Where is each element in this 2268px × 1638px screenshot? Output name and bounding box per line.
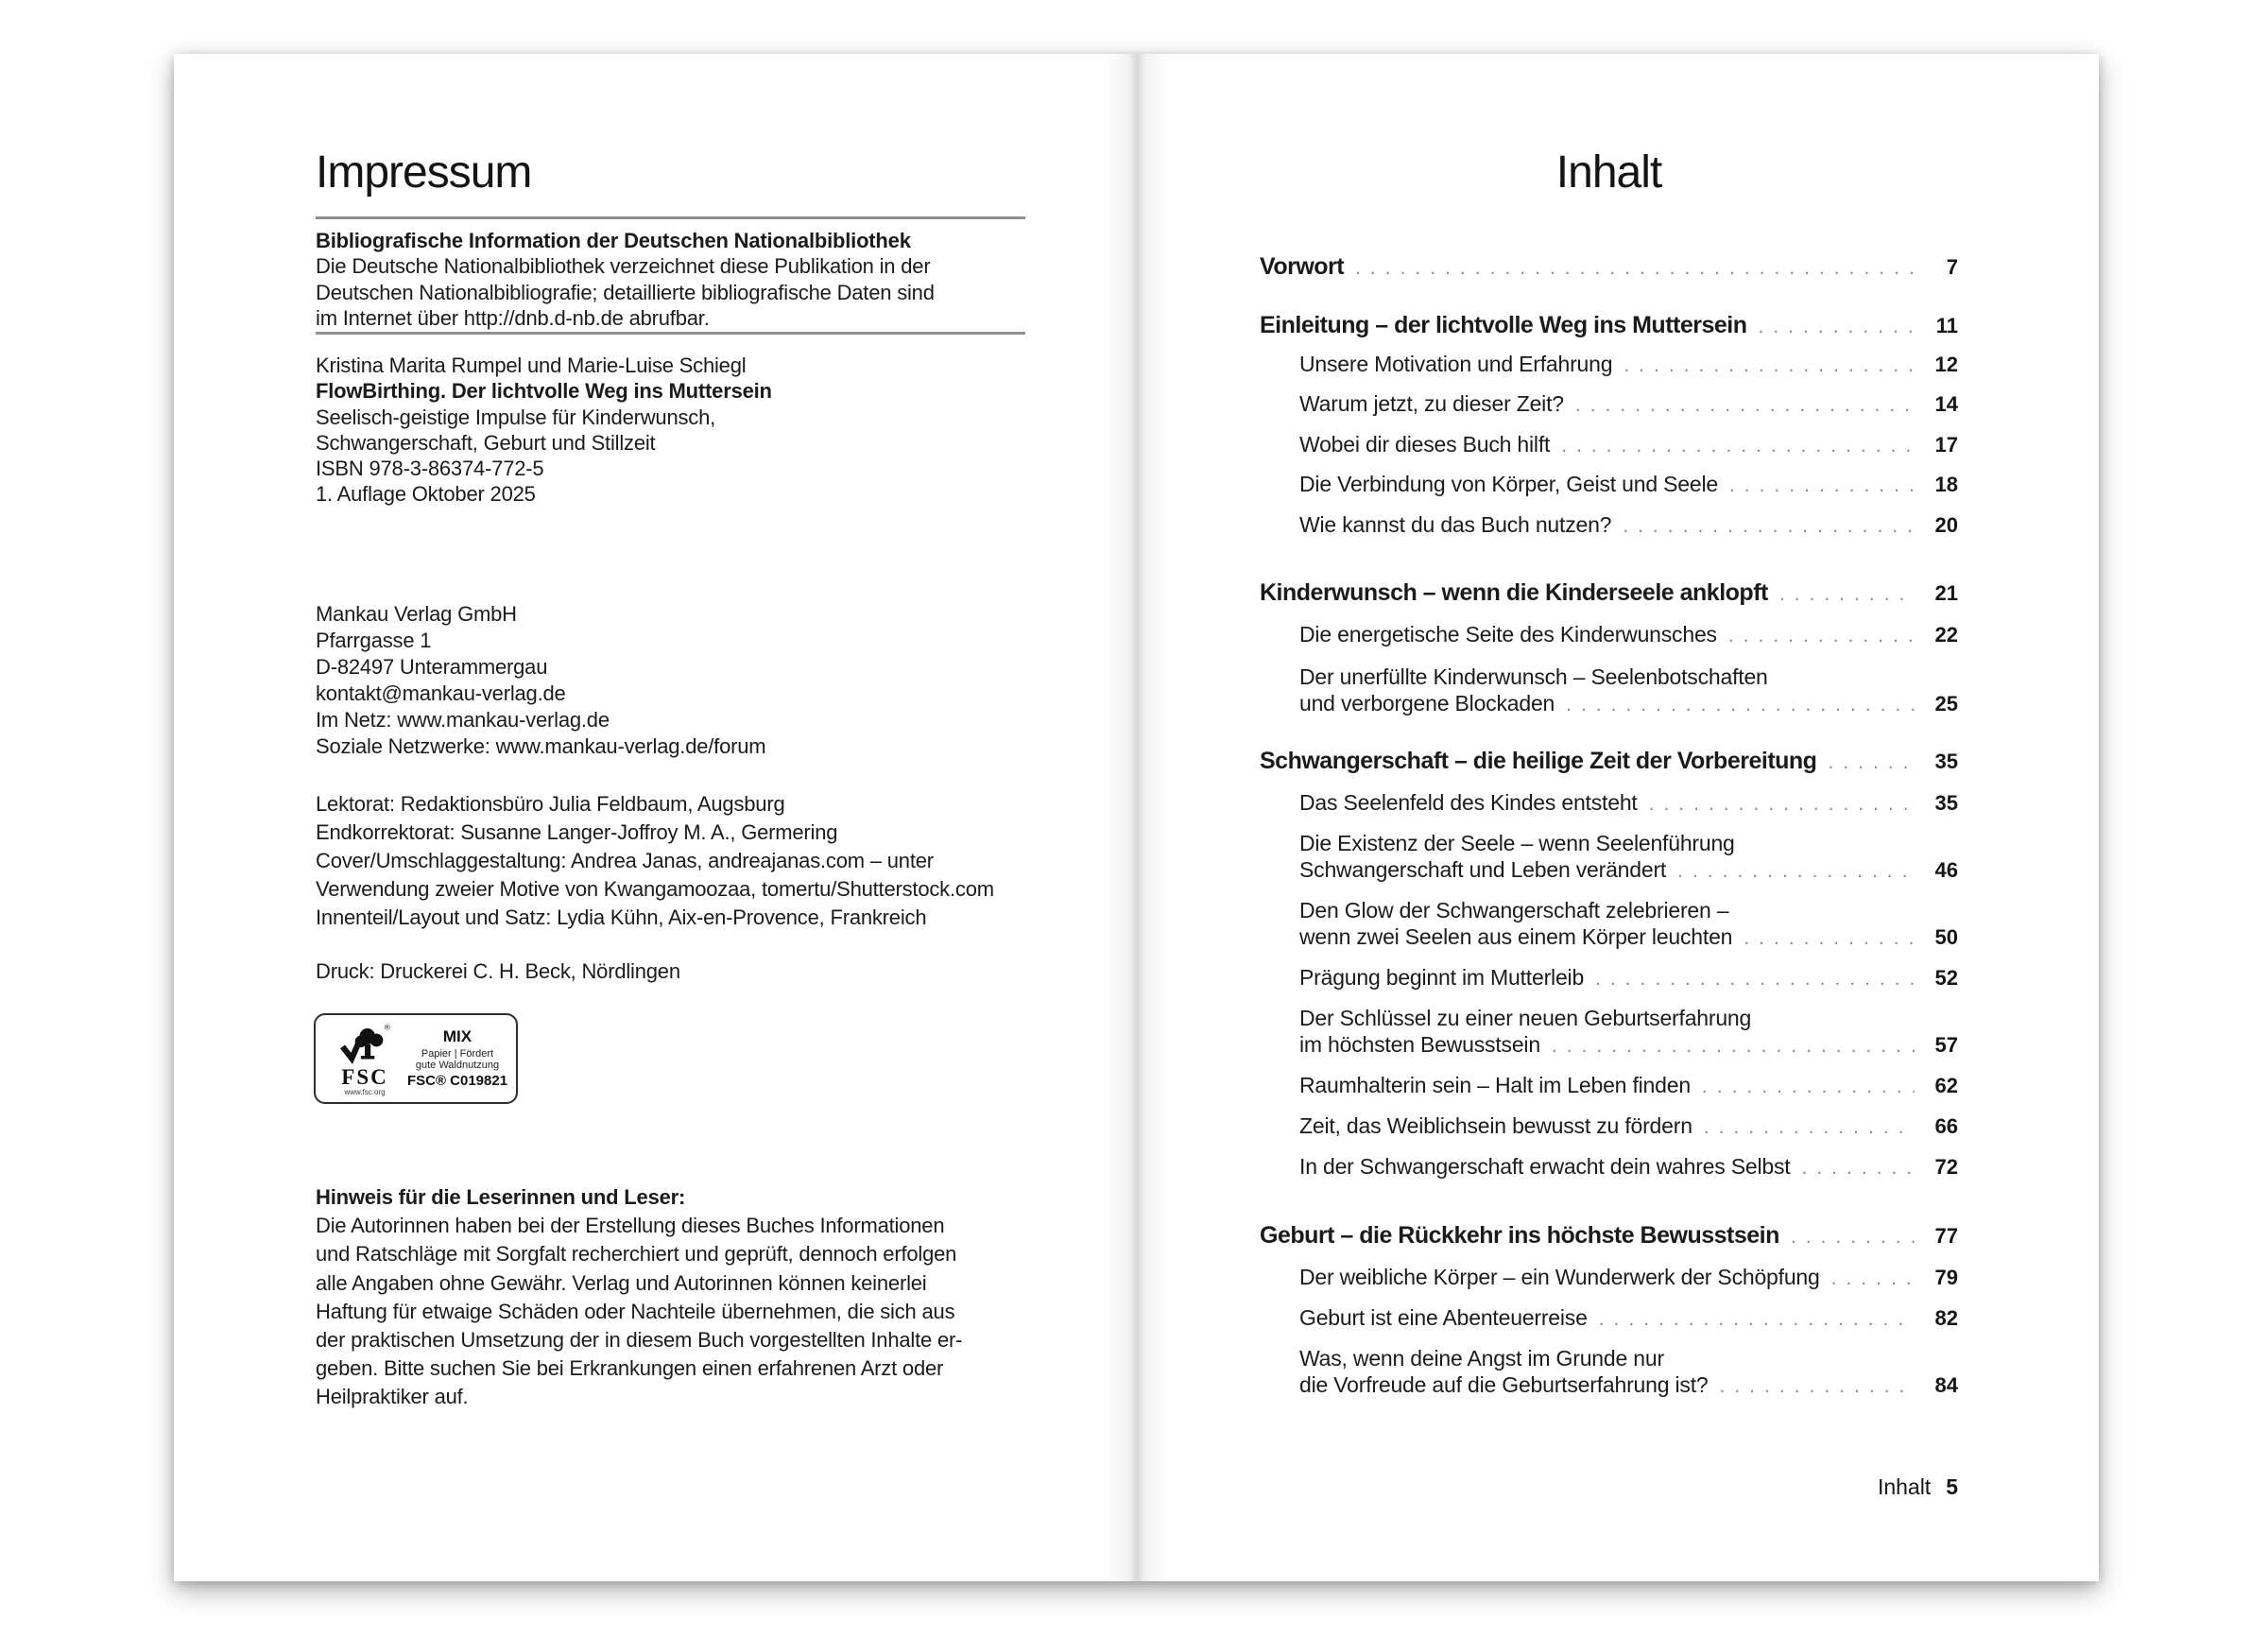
text-line: FlowBirthing. Der lichtvolle Weg ins Muttersein	[316, 379, 772, 404]
toc-entry-line	[1260, 252, 1958, 283]
toc-entry-title: Wie kannst du das Buch nutzen?	[1299, 512, 1612, 537]
toc-entry-title-line1: Die Existenz der Seele – wenn Seelenführung	[1299, 831, 1735, 855]
toc-entry-page: 66	[1934, 1114, 1958, 1138]
toc-entry-line	[1299, 964, 1958, 992]
dot-leader	[1624, 353, 1915, 379]
table-of-contents	[1260, 54, 1958, 1581]
text-line: Endkorrektorat: Susanne Langer-Joffroy M. A., Germering	[316, 820, 838, 844]
toc-entry	[1260, 964, 1958, 992]
toc-entry-page: 52	[1934, 966, 1958, 990]
toc-entry-title-line1: Der Schlüssel zu einer neuen Geburtserfahrung	[1299, 1006, 1752, 1030]
toc-entry	[1260, 1072, 1958, 1100]
toc-entry-title: im höchsten Bewusstsein	[1299, 1032, 1540, 1057]
text-line: ISBN 978-3-86374-772-5	[316, 457, 544, 481]
toc-entry-line	[1299, 1031, 1958, 1060]
toc-entry	[1260, 471, 1958, 499]
footer-page-number: 5	[1946, 1474, 1958, 1499]
toc-entry-title: Einleitung – der lichtvolle Weg ins Muttersein	[1260, 312, 1747, 338]
book-spread	[174, 54, 2099, 1581]
dot-leader	[1791, 1223, 1915, 1251]
production-credits	[316, 790, 1081, 932]
toc-entry-title: Warum jetzt, zu dieser Zeit?	[1299, 391, 1564, 416]
footer-section-label: Inhalt	[1877, 1474, 1932, 1499]
toc-entry	[1260, 351, 1958, 379]
fsc-claim	[404, 1027, 508, 1090]
toc-entry-line	[1260, 311, 1958, 341]
text-line: der praktischen Umsetzung der in diesem Buch vorgestellten Inhalte er-	[316, 1328, 963, 1353]
text-line: Soziale Netzwerke: www.mankau-verlag.de/forum	[316, 734, 766, 758]
fsc-url: www.fsc.org	[344, 1087, 386, 1096]
text-line: Kristina Marita Rumpel und Marie-Luise Schiegl	[316, 353, 747, 377]
print-info: Druck: Druckerei C. H. Beck, Nördlingen	[316, 959, 680, 983]
toc-entry-page: 25	[1934, 692, 1958, 716]
toc-entry-page: 14	[1934, 392, 1958, 416]
dot-leader	[1779, 580, 1915, 609]
toc-entry-title: Schwangerschaft und Leben verändert	[1299, 857, 1667, 882]
toc-entry-line	[1299, 1371, 1958, 1400]
toc-entry-line	[1299, 1264, 1958, 1292]
text-line: im Internet über http://dnb.d-nb.de abrufbar.	[316, 306, 710, 331]
toc-entry	[1260, 578, 1958, 609]
publisher-address	[316, 601, 1081, 760]
toc-entry-title-line1: Den Glow der Schwangerschaft zelebrieren –	[1299, 898, 1729, 922]
toc-entry-line	[1299, 431, 1958, 459]
text-line: und Ratschläge mit Sorgfalt recherchiert und geprüft, dennoch erfolgen	[316, 1242, 957, 1267]
dot-leader	[1599, 1306, 1915, 1333]
toc-entry	[1260, 1005, 1958, 1060]
dot-leader	[1704, 1114, 1915, 1141]
toc-entry-line	[1299, 923, 1958, 952]
toc-entry-title: Der weibliche Körper – ein Wunderwerk der Schöpfung	[1299, 1265, 1820, 1289]
edition-info	[316, 353, 1081, 508]
fsc-acronym: FSC	[341, 1064, 388, 1089]
fsc-certification-label	[314, 1013, 518, 1104]
text-line: Lektorat: Redaktionsbüro Julia Feldbaum, Augsburg	[316, 792, 785, 816]
toc-entry	[1260, 621, 1958, 649]
toc-entry-title: Wobei dir dieses Buch hilft	[1299, 432, 1551, 457]
dot-leader	[1729, 473, 1915, 499]
dot-leader	[1831, 1266, 1915, 1292]
toc-entry-page: 79	[1934, 1266, 1958, 1289]
text-line: alle Angaben ohne Gewähr. Verlag und Autorinnen können keinerlei	[316, 1270, 927, 1295]
toc-entry-line	[1260, 578, 1958, 609]
dot-leader	[1728, 623, 1915, 649]
dot-leader	[1759, 313, 1915, 341]
toc-entry	[1260, 1153, 1958, 1181]
toc-entry-line	[1299, 471, 1958, 499]
toc-entry-page: 84	[1934, 1373, 1958, 1397]
toc-entry-page: 18	[1934, 473, 1958, 496]
dot-leader	[1744, 925, 1915, 952]
toc-entry-line	[1299, 351, 1958, 379]
text-line: Im Netz: www.mankau-verlag.de	[316, 708, 610, 732]
toc-entry	[1260, 789, 1958, 818]
toc-entry-line	[1260, 1221, 1958, 1251]
toc-entry-title: Die Verbindung von Körper, Geist und Seele	[1299, 472, 1718, 496]
toc-entry-page: 46	[1934, 858, 1958, 882]
toc-entry-title: Geburt ist eine Abenteuerreise	[1299, 1305, 1588, 1330]
fsc-mix-label: MIX	[442, 1026, 472, 1045]
fsc-claim-line1: Papier | Fördert	[421, 1047, 494, 1060]
toc-entry-page: 11	[1935, 314, 1958, 337]
horizontal-rule	[316, 332, 1025, 335]
text-line: Innenteil/Layout und Satz: Lydia Kühn, Aix-en-Provence, Frankreich	[316, 905, 927, 929]
toc-entry-title: Unsere Motivation und Erfahrung	[1299, 352, 1613, 376]
toc-entry-page: 82	[1934, 1306, 1958, 1330]
dot-leader	[1595, 966, 1915, 992]
dot-leader	[1649, 791, 1915, 818]
toc-entry-title-line1: Der unerfüllte Kinderwunsch – Seelenbotschaften	[1299, 664, 1768, 689]
toc-entry-title: In der Schwangerschaft erwacht dein wahres Selbst	[1299, 1154, 1791, 1179]
dot-leader	[1801, 1155, 1915, 1181]
toc-entry-page: 21	[1934, 581, 1958, 605]
toc-entry-page: 7	[1946, 255, 1958, 279]
toc-entry-title-line1: Was, wenn deine Angst im Grunde nur	[1299, 1346, 1664, 1371]
toc-entry	[1260, 1304, 1958, 1333]
toc-entry-title: Geburt – die Rückkehr ins höchste Bewusstsein	[1260, 1222, 1779, 1249]
text-line: Seelisch-geistige Impulse für Kinderwunsch,	[316, 405, 716, 429]
toc-entry-title: Kinderwunsch – wenn die Kinderseele anklopft	[1260, 579, 1768, 606]
toc-entry-line	[1260, 747, 1958, 777]
toc-entry-title: Die energetische Seite des Kinderwunsches	[1299, 622, 1717, 647]
text-line: Die Deutsche Nationalbibliothek verzeichnet diese Publikation in der	[316, 254, 931, 279]
registered-mark: ®	[384, 1022, 390, 1031]
toc-entry	[1260, 252, 1958, 283]
dot-leader	[1677, 858, 1915, 885]
toc-entry-title: wenn zwei Seelen aus einem Körper leuchten	[1299, 924, 1733, 949]
toc-entry-title: Zeit, das Weiblichsein bewusst zu fördern	[1299, 1113, 1692, 1138]
toc-entry-title: Das Seelenfeld des Kindes entsteht	[1299, 790, 1638, 815]
text-line: Pfarrgasse 1	[316, 629, 432, 652]
toc-entry	[1260, 1221, 1958, 1251]
toc-entry-line	[1299, 1072, 1958, 1100]
fsc-claim-line2: gute Waldnutzung	[415, 1060, 500, 1072]
text-line: D-82497 Unterammergau	[316, 655, 548, 679]
toc-entry	[1260, 1264, 1958, 1292]
toc-entry-title: und verborgene Blockaden	[1299, 691, 1555, 716]
toc-entry	[1260, 1345, 1958, 1400]
fsc-license-code: FSC® C019821	[406, 1073, 508, 1090]
dot-leader	[1575, 392, 1915, 419]
toc-entry-title: Prägung beginnt im Mutterleib	[1299, 965, 1585, 990]
toc-entry-page: 17	[1934, 433, 1958, 457]
page-title-inhalt: Inhalt	[1555, 147, 1662, 198]
text-line: geben. Bitte suchen Sie bei Erkrankungen einen erfahrenen Arzt oder	[316, 1356, 944, 1381]
bibliographic-note	[316, 228, 1081, 332]
dot-leader	[1828, 749, 1915, 777]
horizontal-rule	[316, 216, 1025, 219]
dot-leader	[1561, 433, 1915, 459]
toc-entry-line	[1299, 390, 1958, 419]
toc-entry-page: 77	[1934, 1224, 1958, 1248]
text-line: Die Autorinnen haben bei der Erstellung dieses Buches Informationen	[316, 1214, 945, 1238]
toc-entry-line	[1299, 511, 1958, 540]
toc-entry-title: Raumhalterin sein – Halt im Leben finden	[1299, 1073, 1691, 1097]
toc-entry	[1260, 390, 1958, 419]
toc-entry-page: 22	[1934, 623, 1958, 647]
page-footer	[1260, 1474, 1958, 1500]
dot-leader	[1720, 1373, 1915, 1400]
toc-entry-line	[1299, 1304, 1958, 1333]
toc-entry-page: 35	[1934, 750, 1958, 773]
toc-entry-page: 62	[1934, 1074, 1958, 1097]
toc-entry-page: 35	[1934, 791, 1958, 815]
toc-entry	[1260, 511, 1958, 540]
toc-entry-page: 50	[1934, 925, 1958, 949]
toc-entry-line	[1299, 690, 1958, 718]
toc-entry-page: 72	[1934, 1155, 1958, 1179]
text-line: kontakt@mankau-verlag.de	[316, 681, 566, 705]
text-line: Cover/Umschlaggestaltung: Andrea Janas, andreajanas.com – unter	[316, 849, 934, 872]
spine-gutter-shadow	[1104, 54, 1170, 1581]
toc-entry-line	[1299, 1112, 1958, 1141]
toc-entry-page: 12	[1934, 353, 1958, 376]
text-line: Schwangerschaft, Geburt und Stillzeit	[316, 430, 656, 455]
toc-entry-line	[1299, 789, 1958, 818]
fsc-logo	[325, 1022, 404, 1096]
text-line: Bibliografische Information der Deutschen Nationalbibliothek	[316, 229, 911, 252]
toc-entry-title: die Vorfreude auf die Geburtserfahrung ist?	[1299, 1372, 1709, 1397]
toc-entry-page: 20	[1934, 513, 1958, 537]
toc-entry-line	[1299, 856, 1958, 885]
dot-leader	[1552, 1033, 1915, 1060]
toc-entry	[1260, 897, 1958, 952]
toc-entry-title: Schwangerschaft – die heilige Zeit der Vorbereitung	[1260, 748, 1817, 774]
toc-entry-title: Vorwort	[1260, 253, 1345, 280]
dot-leader	[1623, 513, 1915, 540]
dot-leader	[1355, 254, 1915, 283]
toc-entry-line	[1299, 621, 1958, 649]
toc-entry	[1260, 830, 1958, 885]
text-line: 1. Auflage Oktober 2025	[316, 482, 536, 507]
text-line: Haftung für etwaige Schäden oder Nachteile übernehmen, die sich aus	[316, 1299, 955, 1323]
toc-entry	[1260, 664, 1958, 718]
toc-entry-page: 57	[1934, 1033, 1958, 1057]
text-line: Deutschen Nationalbibliografie; detaillierte bibliografische Daten sind	[316, 280, 935, 304]
reader-notice	[316, 1183, 1081, 1412]
text-line: Heilpraktiker auf.	[316, 1385, 469, 1409]
toc-entry	[1260, 431, 1958, 459]
text-line: Verwendung zweier Motive von Kwangamoozaa, tomertu/Shutterstock.com	[316, 877, 994, 901]
dot-leader	[1702, 1074, 1915, 1100]
toc-entry	[1260, 1112, 1958, 1141]
text-line: Hinweis für die Leserinnen und Leser:	[316, 1185, 686, 1209]
dot-leader	[1566, 692, 1915, 718]
toc-entry	[1260, 747, 1958, 777]
fsc-tree-check-icon	[337, 1022, 392, 1069]
text-line: Mankau Verlag GmbH	[316, 602, 517, 626]
toc-entry-line	[1299, 1153, 1958, 1181]
toc-entry	[1260, 311, 1958, 341]
page-title-impressum: Impressum	[316, 147, 532, 198]
